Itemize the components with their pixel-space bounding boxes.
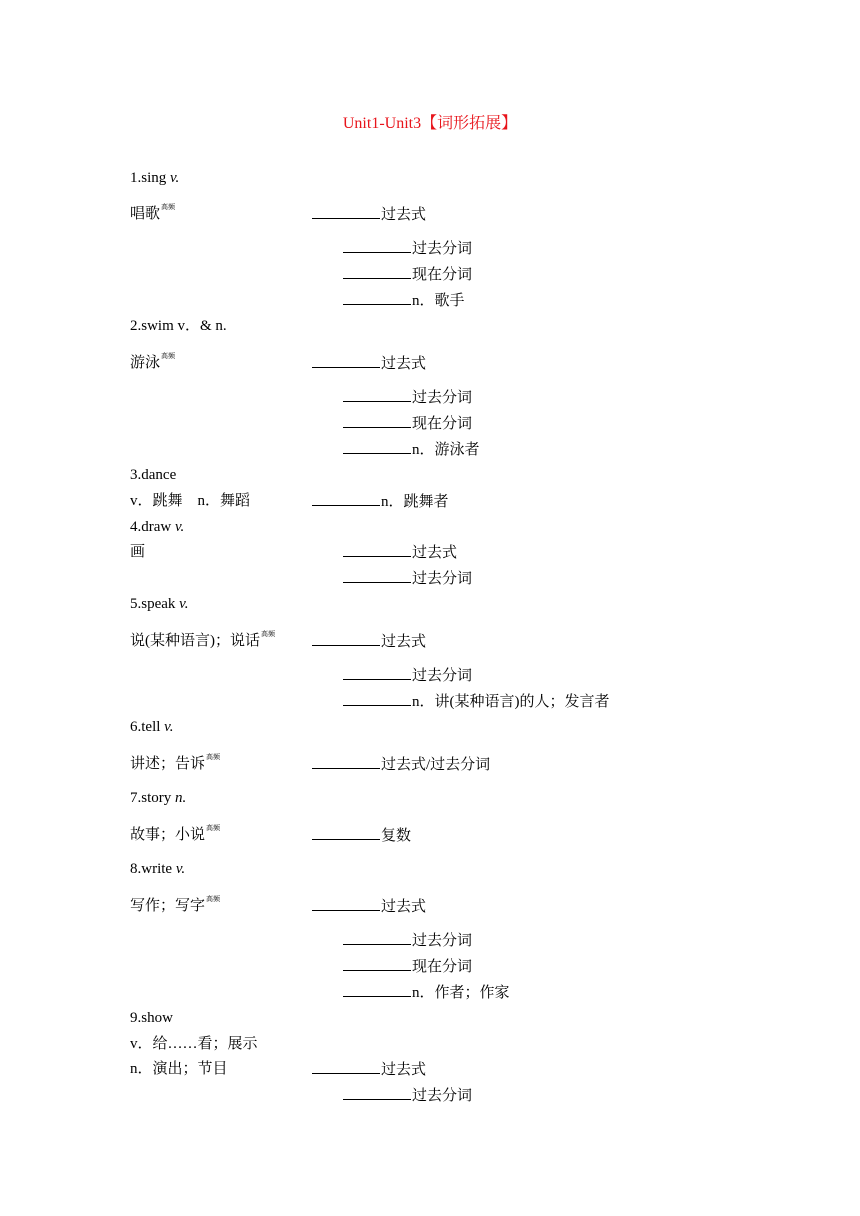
fill-in-blank[interactable]: 过去式 bbox=[312, 896, 426, 917]
entry-heading: 4.draw v. bbox=[130, 519, 185, 535]
fill-in-blank[interactable]: n．游泳者 bbox=[343, 439, 480, 460]
fill-in-blank[interactable]: n．歌手 bbox=[343, 290, 465, 311]
fill-in-blank[interactable]: 过去分词 bbox=[343, 568, 472, 589]
fill-in-blank[interactable]: 过去分词 bbox=[343, 665, 472, 686]
fill-in-blank[interactable]: 现在分词 bbox=[343, 956, 472, 977]
high-frequency-mark: 高频 bbox=[206, 753, 221, 761]
fill-in-blank[interactable]: 过去式 bbox=[312, 353, 426, 374]
high-frequency-mark: 高频 bbox=[206, 824, 221, 832]
entry-meaning: 写作；写字$^{高频}$ bbox=[130, 895, 221, 914]
entry-heading: 6.tell v. bbox=[130, 719, 174, 735]
entry-meaning: 故事；小说$^{高频}$ bbox=[130, 824, 221, 843]
entry-meaning: 画 bbox=[130, 544, 146, 560]
fill-in-blank[interactable]: 复数 bbox=[312, 825, 411, 846]
entry-heading: 8.write v. bbox=[130, 861, 186, 877]
entry-meaning: 讲述；告诉$^{高频}$ bbox=[130, 753, 221, 772]
entry-meaning: 游泳$^{高频}$ bbox=[130, 352, 176, 371]
fill-in-blank[interactable]: 过去式 bbox=[312, 204, 426, 225]
entry-heading: 3.dance bbox=[130, 467, 177, 483]
fill-in-blank[interactable]: 过去式 bbox=[343, 542, 457, 563]
fill-in-blank[interactable]: n．跳舞者 bbox=[312, 491, 449, 512]
entry-meaning: n．演出；节目 bbox=[130, 1061, 228, 1077]
entry-meaning: v．跳舞 n．舞蹈 bbox=[130, 493, 251, 509]
fill-in-blank[interactable]: 现在分词 bbox=[343, 413, 472, 434]
fill-in-blank[interactable]: 过去式 bbox=[312, 631, 426, 652]
fill-in-blank[interactable]: n．作者；作家 bbox=[343, 982, 510, 1003]
high-frequency-mark: 高频 bbox=[206, 895, 221, 903]
fill-in-blank[interactable]: 现在分词 bbox=[343, 264, 472, 285]
entry-heading: 9.show bbox=[130, 1010, 173, 1026]
entry-meaning: 说(某种语言)；说话$^{高频}$ bbox=[130, 630, 275, 649]
entry-heading: 1.sing v. bbox=[130, 170, 180, 186]
entry-meaning: v．给……看；展示 bbox=[130, 1036, 258, 1052]
fill-in-blank[interactable]: 过去分词 bbox=[343, 238, 472, 259]
high-frequency-mark: 高频 bbox=[161, 203, 176, 211]
fill-in-blank[interactable]: 过去分词 bbox=[343, 387, 472, 408]
fill-in-blank[interactable]: 过去分词 bbox=[343, 930, 472, 951]
high-frequency-mark: 高频 bbox=[261, 630, 275, 638]
entry-heading: 7.story n. bbox=[130, 790, 187, 806]
page-title: Unit1-Unit3【词形拓展】 bbox=[342, 115, 518, 132]
fill-in-blank[interactable]: 过去式 bbox=[312, 1059, 426, 1080]
entry-meaning: 唱歌$^{高频}$ bbox=[130, 203, 176, 222]
fill-in-blank[interactable]: n．讲(某种语言)的人；发言者 bbox=[343, 691, 610, 712]
fill-in-blank[interactable]: 过去分词 bbox=[343, 1085, 472, 1106]
fill-in-blank[interactable]: 过去式/过去分词 bbox=[312, 754, 490, 775]
entry-heading: 2.swim v．& n. bbox=[130, 318, 227, 334]
entry-heading: 5.speak v. bbox=[130, 596, 189, 612]
high-frequency-mark: 高频 bbox=[161, 352, 176, 360]
